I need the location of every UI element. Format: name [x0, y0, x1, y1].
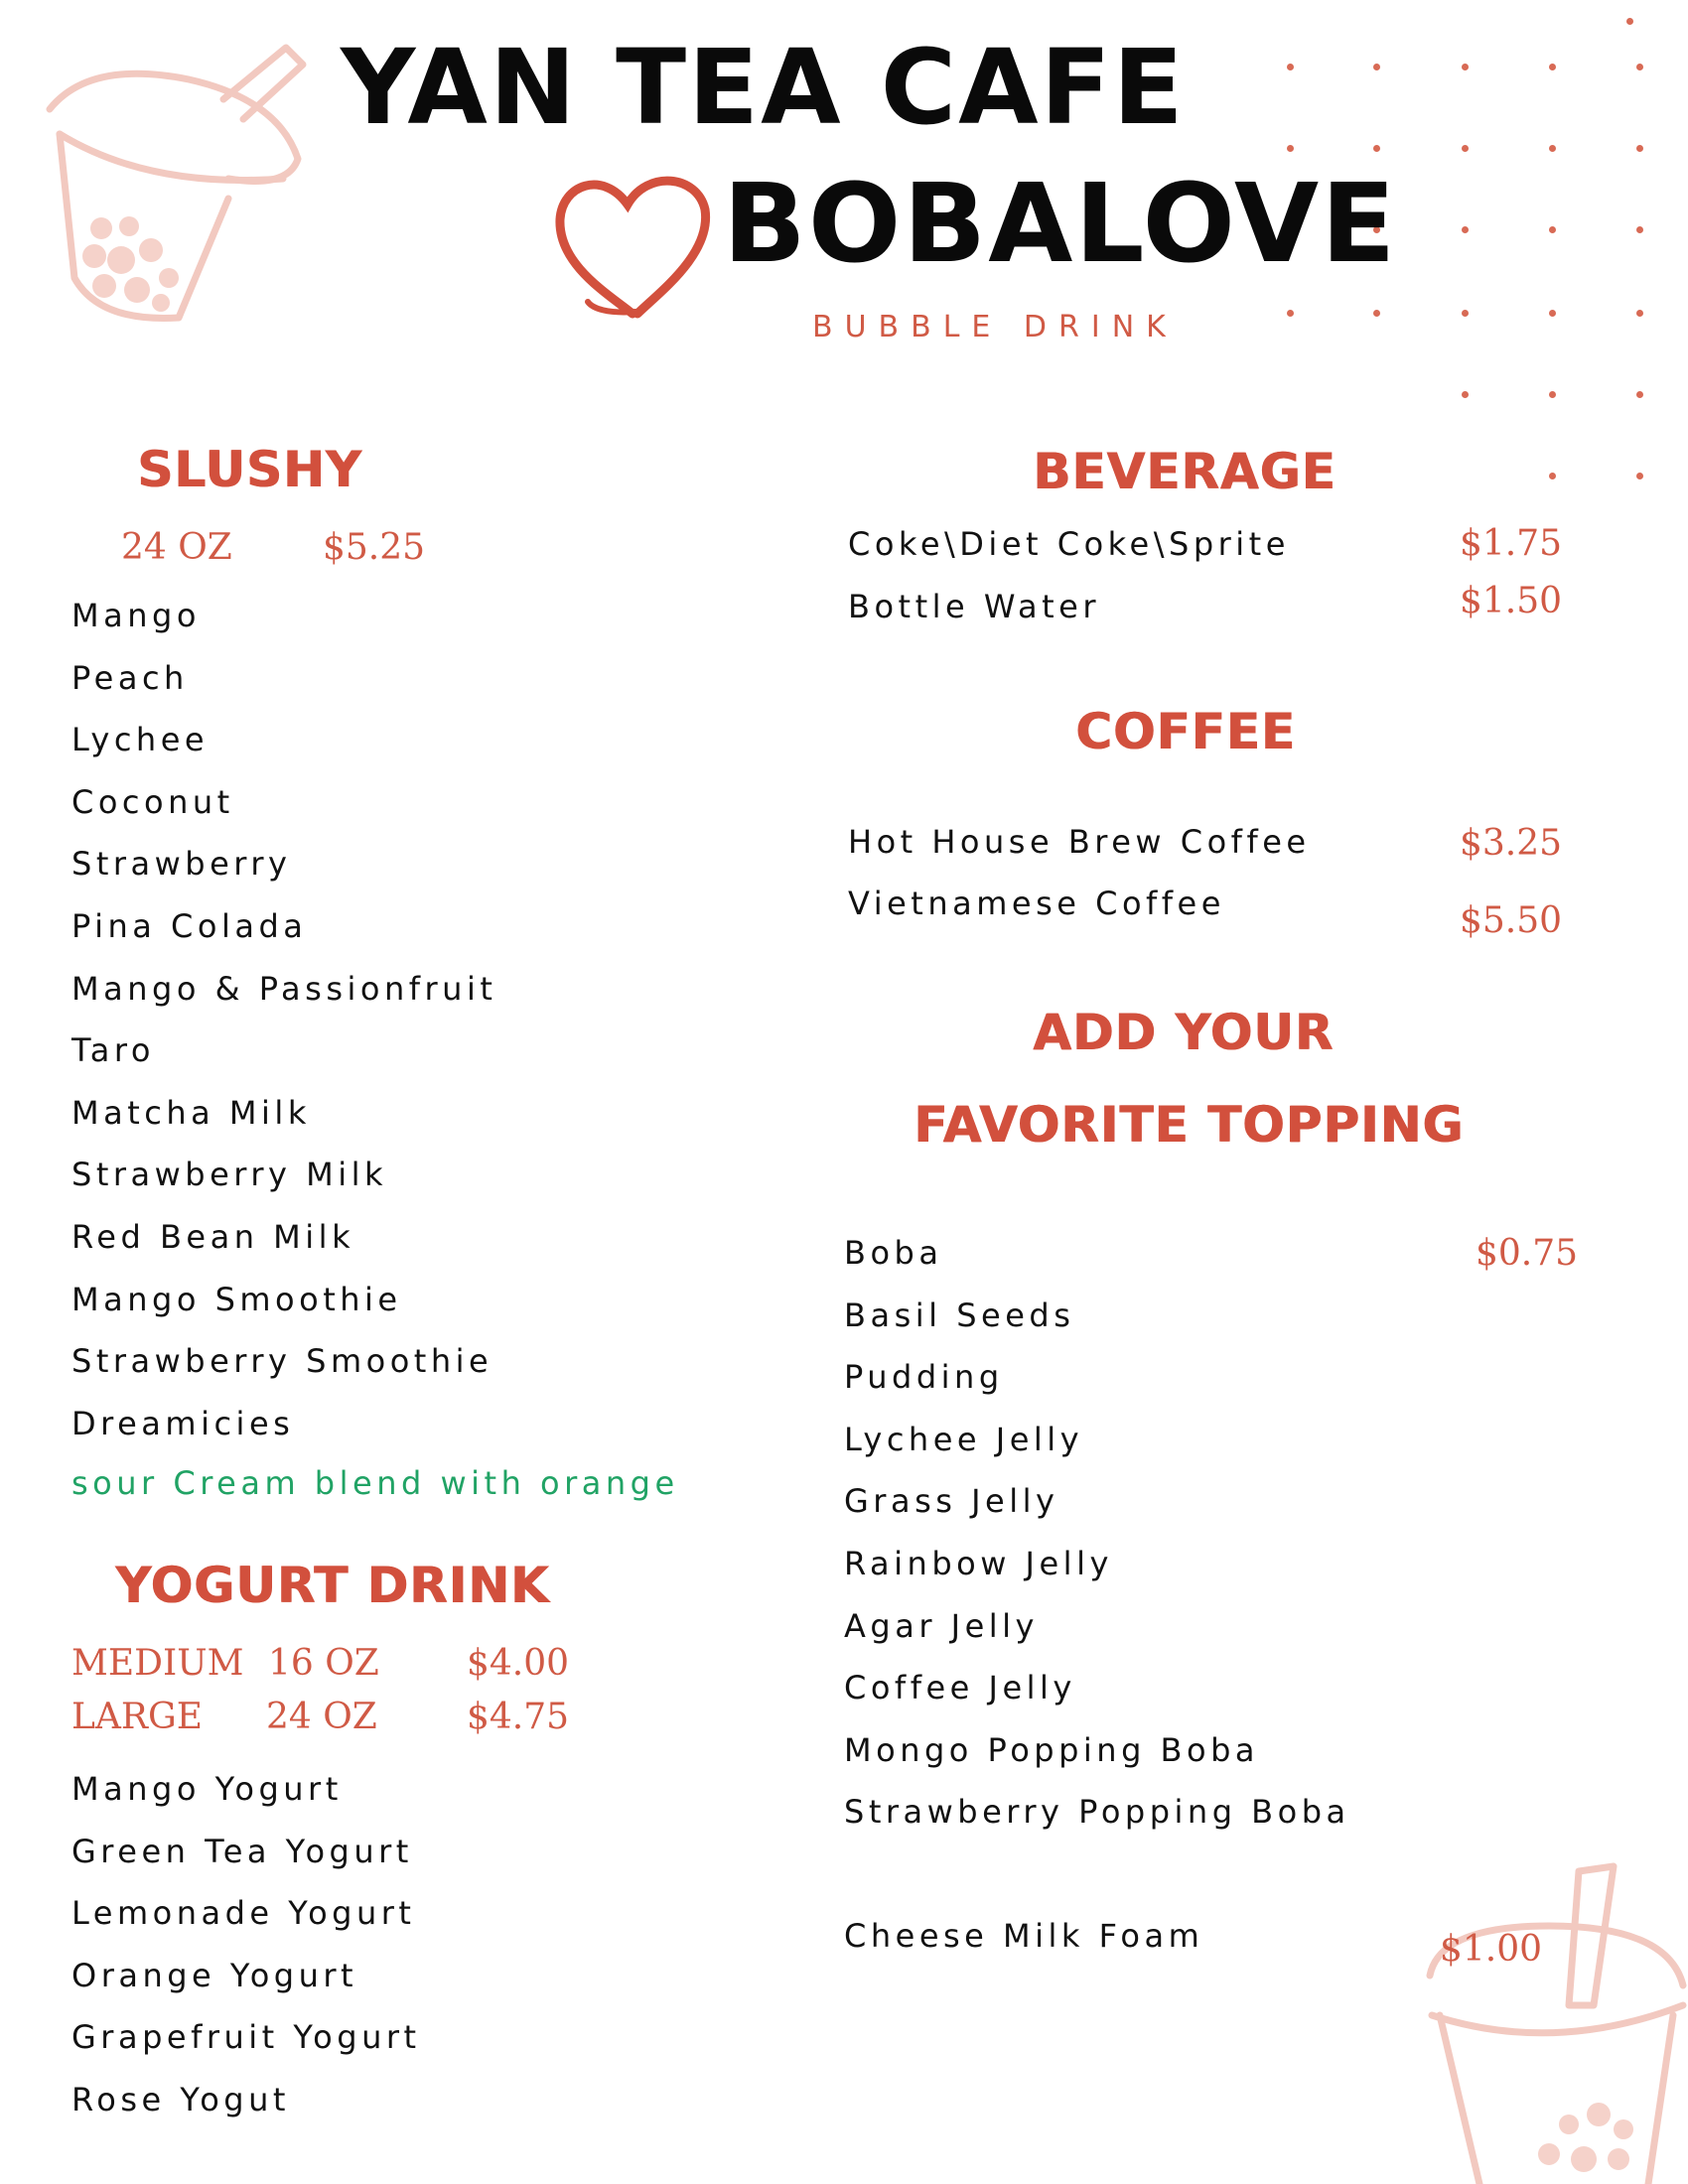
menu-item: Strawberry — [71, 845, 292, 884]
slushy-note: sour Cream blend with orange — [71, 1464, 679, 1502]
menu-item: Boba — [844, 1234, 943, 1272]
menu-item: Hot House Brew Coffee — [848, 823, 1311, 861]
menu-item: Pina Colada — [71, 907, 308, 945]
decor-dot — [1549, 226, 1556, 233]
item-price: $5.50 — [1460, 900, 1563, 941]
menu-item: Red Bean Milk — [71, 1218, 355, 1256]
decor-dot — [1373, 310, 1380, 317]
decor-dot — [1549, 473, 1556, 479]
menu-item: Bottle Water — [848, 588, 1100, 625]
menu-item: Agar Jelly — [844, 1606, 1039, 1645]
menu-item: Coke\Diet Coke\Sprite — [848, 525, 1290, 563]
menu-item: Strawberry Smoothie — [71, 1342, 493, 1381]
menu-item: Mango — [71, 597, 201, 634]
menu-item: Rainbow Jelly — [844, 1545, 1113, 1582]
yogurt-size-name: MEDIUM — [71, 1643, 244, 1684]
decor-dot — [1549, 391, 1556, 398]
menu-item: Mango Smoothie — [71, 1280, 402, 1318]
boba-cup-icon — [1420, 1856, 1688, 2184]
yogurt-size-oz: 16 OZ — [268, 1643, 379, 1684]
decor-dot — [1462, 391, 1469, 398]
menu-item-cheese-foam: Cheese Milk Foam — [844, 1917, 1204, 1955]
section-title-beverage: BEVERAGE — [1033, 443, 1336, 500]
decor-dot — [1549, 310, 1556, 317]
decor-dot — [1462, 310, 1469, 317]
yogurt-size-price: $4.75 — [467, 1697, 570, 1737]
menu-item: Rose Yogut — [71, 2081, 290, 2118]
menu-item: Lemonade Yogurt — [71, 1894, 416, 1933]
slushy-size: 24 OZ — [121, 527, 232, 568]
item-price: $3.25 — [1460, 823, 1563, 864]
menu-item: Coffee Jelly — [844, 1669, 1076, 1707]
decor-dot — [1462, 226, 1469, 233]
decor-dot — [1549, 145, 1556, 152]
decor-dot — [1287, 310, 1294, 317]
decor-dot — [1636, 226, 1643, 233]
item-price: $1.75 — [1460, 523, 1563, 564]
section-title-yogurt: YOGURT DRINK — [115, 1557, 550, 1614]
menu-item: Pudding — [844, 1358, 1004, 1397]
decor-dot — [1636, 310, 1643, 317]
brand-subtitle: BOBALOVE — [723, 160, 1398, 287]
section-title-topping: ADD YOUR — [1033, 1004, 1335, 1061]
heart-icon — [548, 165, 717, 324]
menu-item: Lychee — [71, 721, 210, 759]
decor-dot — [1373, 145, 1380, 152]
menu-item: Green Tea Yogurt — [71, 1832, 413, 1870]
decor-dot — [1462, 64, 1469, 70]
menu-item: Basil Seeds — [844, 1296, 1075, 1334]
section-title-coffee: COFFEE — [1075, 703, 1296, 760]
menu-item: Mango Yogurt — [71, 1770, 343, 1808]
section-title-slushy: SLUSHY — [137, 441, 362, 498]
yogurt-size-name: LARGE — [71, 1697, 204, 1737]
item-price: $1.50 — [1460, 581, 1563, 621]
decor-dot — [1636, 391, 1643, 398]
decor-dot — [1287, 145, 1294, 152]
menu-item: Coconut — [71, 782, 234, 821]
menu-item: Strawberry Milk — [71, 1156, 388, 1194]
decor-dot — [1636, 473, 1643, 479]
yogurt-size-price: $4.00 — [467, 1643, 570, 1684]
yogurt-size-oz: 24 OZ — [266, 1697, 377, 1737]
menu-item: Taro — [71, 1031, 155, 1070]
menu-item: Strawberry Popping Boba — [844, 1793, 1350, 1832]
tagline: BUBBLE DRINK — [812, 310, 1178, 344]
decor-dot — [1636, 64, 1643, 70]
menu-item: Lychee Jelly — [844, 1420, 1084, 1458]
menu-item: Grapefruit Yogurt — [71, 2018, 421, 2057]
decor-dot — [1462, 145, 1469, 152]
cafe-name: YAN TEA CAFE — [341, 27, 1186, 148]
menu-item: Orange Yogurt — [71, 1956, 358, 1994]
menu-item: Peach — [71, 658, 189, 697]
menu-item: Grass Jelly — [844, 1482, 1059, 1521]
decor-dot — [1549, 64, 1556, 70]
decor-dot — [1636, 145, 1643, 152]
topping-price: $0.75 — [1476, 1233, 1579, 1274]
menu-item: Mongo Popping Boba — [844, 1730, 1259, 1769]
menu-item: Mango & Passionfruit — [71, 969, 497, 1008]
boba-cup-icon — [30, 40, 318, 338]
menu-item: Dreamicies — [71, 1404, 295, 1442]
menu-item: Vietnamese Coffee — [848, 885, 1225, 922]
decor-dot — [1373, 64, 1380, 70]
section-title-topping-2: FAVORITE TOPPING — [914, 1096, 1465, 1154]
decor-dot — [1287, 64, 1294, 70]
decor-dot — [1626, 18, 1633, 25]
cheese-foam-price: $1.00 — [1440, 1929, 1543, 1970]
slushy-price: $5.25 — [323, 527, 426, 568]
menu-item: Matcha Milk — [71, 1093, 311, 1132]
